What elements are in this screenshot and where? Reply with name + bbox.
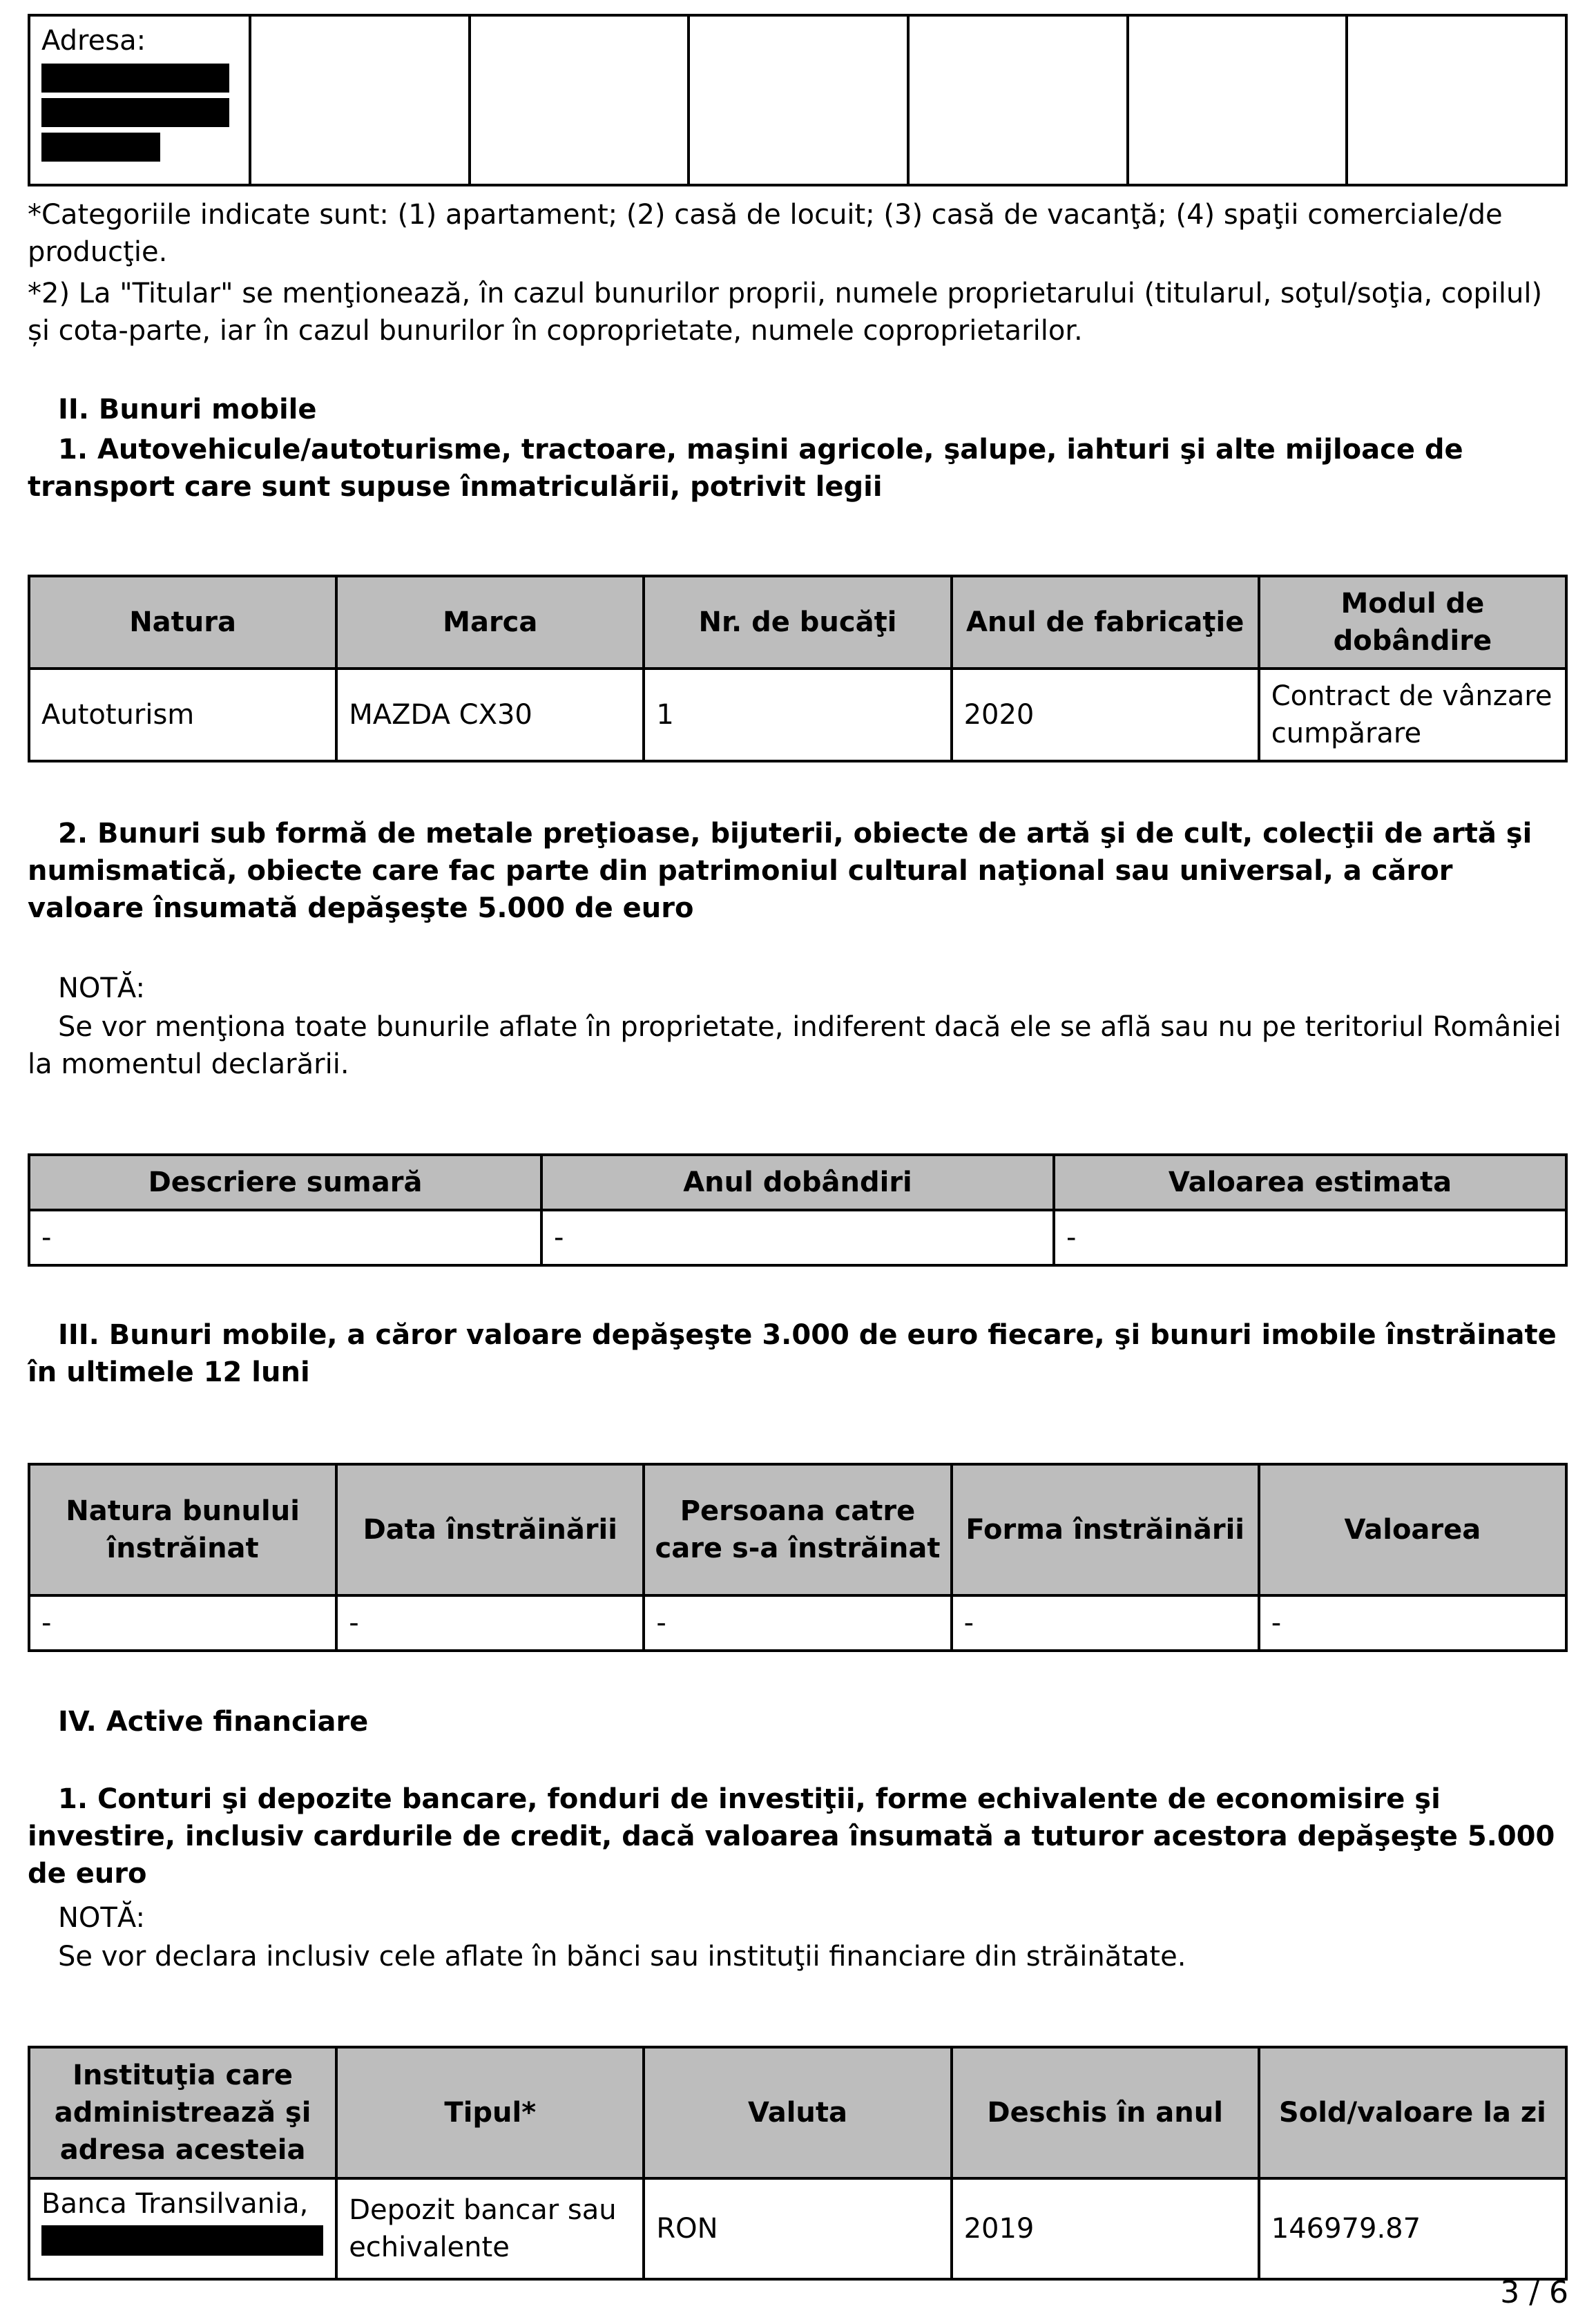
table-cell: - xyxy=(29,1210,541,1265)
alienated-header: Forma înstrăinării xyxy=(952,1464,1259,1595)
table-cell: - xyxy=(541,1210,1054,1265)
table-cell: - xyxy=(1054,1210,1566,1265)
table-cell: Autoturism xyxy=(29,669,336,761)
valuables-header: Valoarea estimata xyxy=(1054,1155,1566,1210)
table-cell: 146979.87 xyxy=(1259,2178,1566,2279)
empty-cell xyxy=(250,15,470,185)
section2-title: II. Bunuri mobile xyxy=(58,394,317,425)
address-table xyxy=(28,14,1568,186)
table-cell: - xyxy=(952,1595,1259,1651)
vehicles-header: Marca xyxy=(336,576,644,669)
table-cell xyxy=(29,2178,336,2279)
redacted-block xyxy=(41,64,229,93)
table-cell: - xyxy=(1259,1595,1566,1651)
bank-header: Sold/valoare la zi xyxy=(1259,2047,1566,2178)
valuables-header: Anul dobândiri xyxy=(541,1155,1054,1210)
table-row xyxy=(29,2178,1566,2279)
bank-header: Deschis în anul xyxy=(952,2047,1259,2178)
valuables-header: Descriere sumară xyxy=(29,1155,541,1210)
section4-note-text: Se vor declara inclusiv cele aflate în bănci sau instituţii financiare din străinătate. xyxy=(58,1941,1186,1973)
alienated-header: Natura bunului înstrăinat xyxy=(29,1464,336,1595)
bank-name: Banca Transilvania, xyxy=(41,2188,309,2220)
section2-sub1: 1. Autovehicule/autoturisme, tractoare, maşini agricole, şalupe, iahturi şi alte mijloace de transport care sunt supuse înmatriculării, potrivit legii xyxy=(28,434,1463,503)
section2-sub2: 2. Bunuri sub formă de metale preţioase, bijuterii, obiecte de artă şi de cult, colecţii de artă şi numismatică, obiecte care fac parte din patrimoniul cultural naţional sau universal, a căror valoare însumată depăşeşte 5.000 de euro xyxy=(28,818,1532,924)
bank-header: Valuta xyxy=(644,2047,951,2178)
empty-cell xyxy=(689,15,908,185)
table-cell: 1 xyxy=(644,669,951,761)
section3-title: III. Bunuri mobile, a căror valoare depăşeşte 3.000 de euro fiecare, şi bunuri imobile înstrăinate în ultimele 12 luni xyxy=(28,1319,1557,1388)
empty-cell xyxy=(470,15,689,185)
empty-cell xyxy=(1128,15,1347,185)
page-number: 3 / 6 xyxy=(1500,2275,1568,2310)
empty-cell xyxy=(908,15,1128,185)
table-cell: 2020 xyxy=(952,669,1259,761)
table-cell: - xyxy=(29,1595,336,1651)
table-cell: MAZDA CX30 xyxy=(336,669,644,761)
alienated-table xyxy=(28,1463,1568,1652)
bank-header: Tipul* xyxy=(336,2047,644,2178)
empty-cell xyxy=(1347,15,1566,185)
address-label: Adresa: xyxy=(41,25,146,57)
redacted-block xyxy=(41,133,160,162)
section4-title: IV. Active financiare xyxy=(58,1706,369,1738)
bank-header: Instituţia care administrează şi adresa acesteia xyxy=(29,2047,336,2178)
section2-note-text: Se vor menţiona toate bunurile aflate în proprietate, indiferent dacă ele se află sau nu pe teritoriul României la momentul declarării. xyxy=(28,1011,1561,1080)
table-cell: Contract de vânzare cumpărare xyxy=(1259,669,1566,761)
vehicles-table xyxy=(28,575,1568,762)
vehicles-header: Nr. de bucăţi xyxy=(644,576,951,669)
bank-accounts-table xyxy=(28,2046,1568,2281)
redacted-block xyxy=(41,98,229,127)
table-cell: 2019 xyxy=(952,2178,1259,2279)
vehicles-header: Anul de fabricaţie xyxy=(952,576,1259,669)
address-cell xyxy=(29,15,250,185)
alienated-header: Valoarea xyxy=(1259,1464,1566,1595)
vehicles-header: Natura xyxy=(29,576,336,669)
table-row xyxy=(29,1210,1566,1265)
section4-sub1: 1. Conturi şi depozite bancare, fonduri de investiţii, forme echivalente de economisire şi investire, inclusiv cardurile de credit, dacă valoarea însumată a tuturor acestora depăşeşte 5.000 de euro xyxy=(28,1783,1555,1890)
valuables-table xyxy=(28,1153,1568,1267)
redacted-block xyxy=(41,2225,323,2256)
table-row xyxy=(29,669,1566,761)
note-categories: *Categoriile indicate sunt: (1) apartament; (2) casă de locuit; (3) casă de vacanţă; (4) spaţii comerciale/de producţie. xyxy=(28,199,1503,268)
table-cell: Depozit bancar sau echivalente xyxy=(336,2178,644,2279)
table-cell: RON xyxy=(644,2178,951,2279)
note-titular: *2) La "Titular" se menţionează, în cazul bunurilor proprii, numele proprietarului (titularul, soţul/soţia, copilul) și cota-parte, iar în cazul bunurilor în coproprietate, numele coproprietarilor. xyxy=(28,278,1543,347)
table-cell: - xyxy=(644,1595,951,1651)
alienated-header: Data înstrăinării xyxy=(336,1464,644,1595)
table-row xyxy=(29,1595,1566,1651)
vehicles-header: Modul de dobândire xyxy=(1259,576,1566,669)
alienated-header: Persoana catre care s-a înstrăinat xyxy=(644,1464,951,1595)
section2-note-label: NOTĂ: xyxy=(58,972,145,1004)
table-cell: - xyxy=(336,1595,644,1651)
section4-note-label: NOTĂ: xyxy=(58,1902,145,1934)
